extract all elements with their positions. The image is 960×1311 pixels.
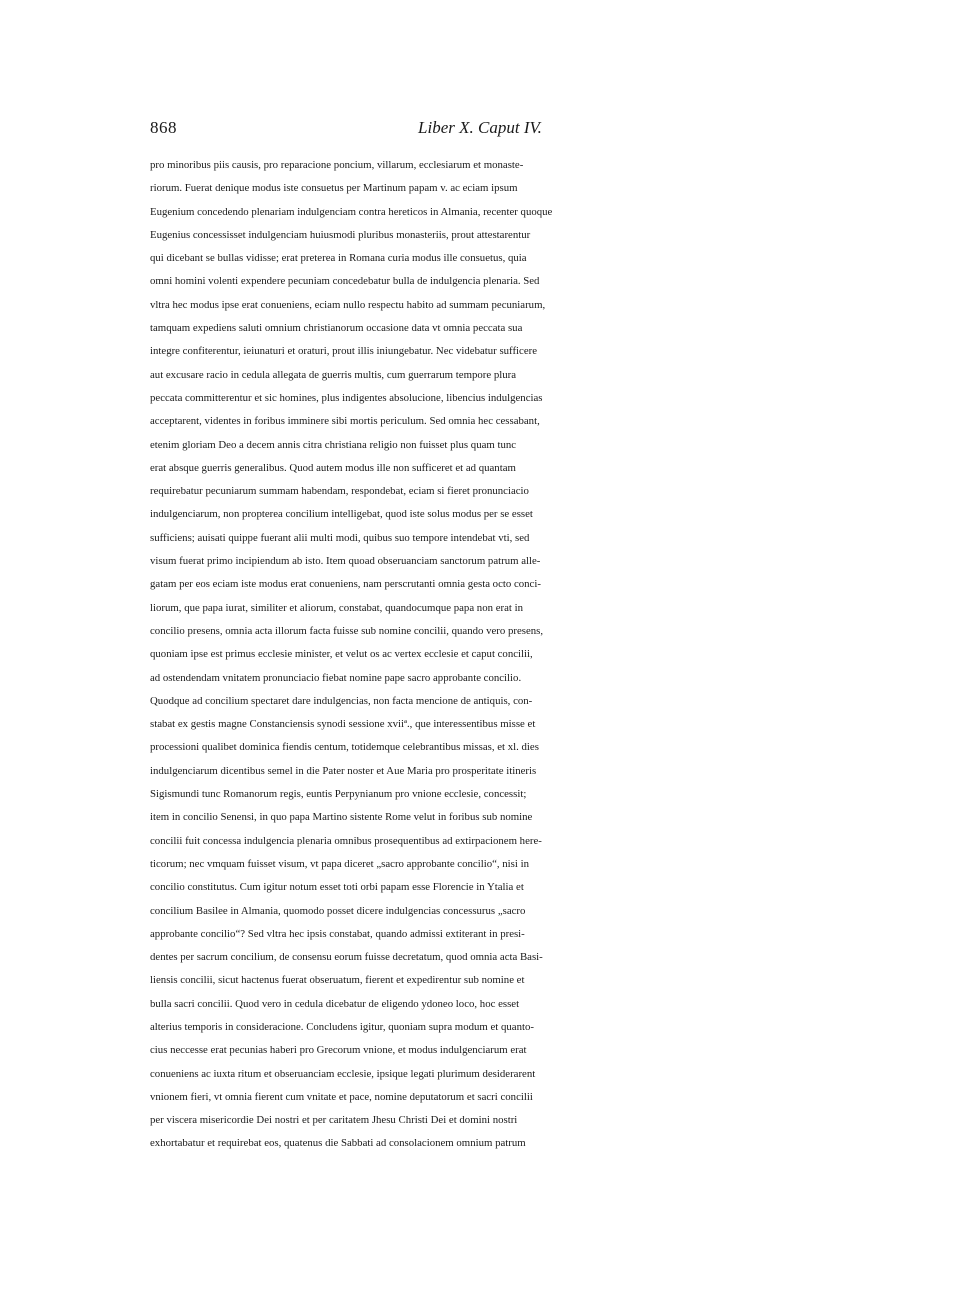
text-line: Eugenium concedendo plenariam indulgenciam contra hereticos in Almania, recenter quoque — [150, 205, 553, 218]
text-line: peccata committerentur et sic homines, plus indigentes absolucione, libencius indulgencias — [150, 391, 543, 404]
page-header — [150, 118, 810, 144]
page-number: 868 — [150, 118, 177, 137]
text-line: omni homini volenti expendere pecuniam concedebatur bulla de indulgencia plenaria. Sed — [150, 275, 540, 288]
body-text — [150, 154, 810, 1156]
text-line: indulgenciarum, non propterea concilium intelligebat, quod iste solus modus per se esset — [150, 508, 533, 521]
text-line: cius neccesse erat pecunias haberi pro Grecorum vnione, et modus indulgenciarum erat — [150, 1044, 527, 1057]
text-line: alterius temporis in consideracione. Concludens igitur, quoniam supra modum et quanto- — [150, 1020, 534, 1033]
text-line: sufficiens; auisati quippe fuerant alii multi modi, quibus suo tempore intendebat vti, sed — [150, 531, 530, 544]
text-line: vnionem fieri, vt omnia fierent cum vnitate et pace, nomine deputatorum et sacri concilii — [150, 1090, 533, 1103]
text-line: qui dicebant se bullas vidisse; erat preterea in Romana curia modus ille consuetus, quia — [150, 252, 527, 265]
text-line: Sigismundi tunc Romanorum regis, euntis Perpynianum pro vnione ecclesie, concessit; — [150, 788, 527, 801]
text-line: Quodque ad concilium spectaret dare indulgencias, non facta mencione de antiquis, con- — [150, 694, 533, 707]
text-line: erat absque guerris generalibus. Quod autem modus ille non sufficeret et ad quantam — [150, 461, 516, 474]
text-line: quoniam ipse est primus ecclesie minister, et velut os ac vertex ecclesie et caput concilii, — [150, 648, 533, 661]
text-line: processioni qualibet dominica fiendis centum, totidemque celebrantibus missas, et xl. dies — [150, 741, 539, 754]
text-line: vltra hec modus ipse erat conueniens, eciam nullo respectu habito ad summam pecuniarum, — [150, 298, 546, 311]
text-line: liorum, que papa iurat, similiter et aliorum, constabat, quandocumque papa non erat in — [150, 601, 523, 614]
text-line: stabat ex gestis magne Constanciensis synodi sessione xviiª., que interessentibus misse et — [150, 718, 536, 731]
text-line: tamquam expediens saluti omnium christianorum occasione data vt omnia peccata sua — [150, 322, 523, 335]
text-line: concilio presens, omnia acta illorum facta fuisse sub nomine concilii, quando vero presens, — [150, 624, 544, 637]
text-line: concilium Basilee in Almania, quomodo posset dicere indulgencias concessurus „sacro — [150, 904, 526, 917]
text-line: per viscera misericordie Dei nostri et per caritatem Jhesu Christi Dei et domini nostri — [150, 1114, 518, 1127]
text-line: dentes per sacrum concilium, de consensu eorum fuisse decretatum, quod omnia acta Basi- — [150, 951, 543, 964]
text-line: requirebatur pecuniarum summam habendam, respondebat, eciam si fieret pronunciacio — [150, 485, 529, 498]
text-line: gatam per eos eciam iste modus erat conueniens, nam perscrutanti omnia gesta octo conci- — [150, 578, 541, 591]
text-line: indulgenciarum dicentibus semel in die Pater noster et Aue Maria pro prosperitate itineris — [150, 764, 537, 777]
text-line: approbante concilio“? Sed vltra hec ipsis constabat, quando admissi extiterant in presi- — [150, 927, 525, 940]
text-line: ticorum; nec vmquam fuisset visum, vt papa diceret „sacro approbante concilio“, nisi in — [150, 857, 529, 870]
text-line: integre confiterentur, ieiunaturi et oraturi, prout illis iniungebatur. Nec videbatur sufficere — [150, 345, 538, 358]
text-line: concilii fuit concessa indulgencia plenaria omnibus prosequentibus ad extirpacionem here- — [150, 834, 542, 847]
text-line: ad ostendendam vnitatem pronunciacio fiebat nomine pape sacro approbante concilio. — [150, 671, 522, 684]
text-line: acceptarent, videntes in foribus imminere sibi mortis periculum. Sed omnia hec cessabant, — [150, 415, 540, 428]
running-head: Liber X. Caput IV. — [418, 118, 542, 137]
text-line: concilio constitutus. Cum igitur notum esset toti orbi papam esse Florencie in Ytalia et — [150, 881, 524, 894]
text-line: bulla sacri concilii. Quod vero in cedula dicebatur de eligendo ydoneo loco, hoc esset — [150, 997, 520, 1010]
text-line: item in concilio Senensi, in quo papa Martino sistente Rome velut in foribus sub nomine — [150, 811, 533, 824]
text-line: etenim gloriam Deo a decem annis citra christiana religio non fuisset plus quam tunc — [150, 438, 517, 451]
text-line: aut excusare racio in cedula allegata de guerris multis, cum guerrarum tempore plura — [150, 368, 517, 381]
text-line: exhortabatur et requirebat eos, quatenus die Sabbati ad consolacionem omnium patrum — [150, 1137, 526, 1150]
text-line: conueniens ac iuxta ritum et obseruanciam ecclesie, ipsique legati plurimum desiderarent — [150, 1067, 536, 1080]
text-line: pro minoribus piis causis, pro reparacione poncium, villarum, ecclesiarum et monaste- — [150, 159, 524, 171]
text-line: Eugenius concessisset indulgenciam huiusmodi pluribus monasteriis, prout attestarentur — [150, 228, 531, 241]
text-line: riorum. Fuerat denique modus iste consuetus per Martinum papam v. ac eciam ipsum — [150, 182, 518, 195]
text-line: liensis concilii, sicut hactenus fuerat obseruatum, fierent et expedirentur sub nomine et — [150, 974, 525, 987]
text-line: visum fuerat primo incipiendum ab isto. Item quoad obseruanciam sanctorum patrum alle- — [150, 555, 541, 568]
